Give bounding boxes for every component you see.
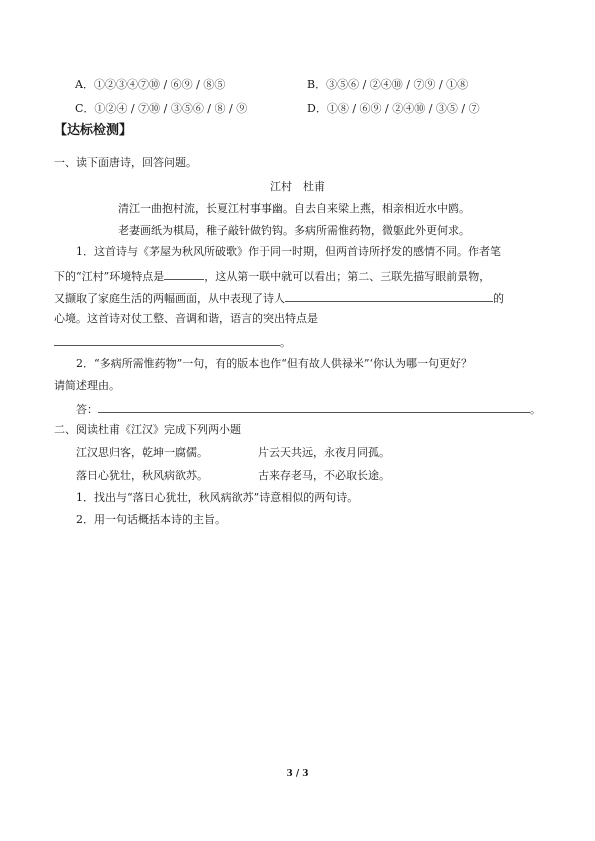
question-1-line-3 (54, 290, 504, 306)
answer-blank[interactable] (98, 401, 530, 413)
answer-label: 答： (76, 403, 98, 416)
question-1-line-2-a: 下的“江村”环境特点是 (54, 270, 165, 283)
question-2-line-2: 请简述理由。 (54, 379, 120, 392)
part1-prompt: 一、读下面唐诗，回答问题。 (54, 156, 197, 169)
poem-line-2: 老妻画纸为棋局，稚子敲针做钓钩。多病所需惟药物，微躯此外更何求。 (118, 224, 470, 237)
answer-end: 。 (530, 403, 541, 416)
question-1-line-5-end: 。 (280, 336, 291, 349)
option-d: D．①⑧ / ⑥⑨ / ②④⑩ / ③⑤ / ⑦ (307, 102, 480, 115)
answer-line (76, 401, 541, 417)
question-1-line-5 (54, 334, 291, 350)
blank-mood[interactable] (285, 290, 493, 302)
question-1-line-4: 心境。这首诗对仗工整、音调和谐，语言的突出特点是 (54, 312, 318, 325)
jianghan-line-1b: 片云天共远，永夜月同孤。 (258, 446, 390, 459)
part2-question-1: 1．找出与“落日心犹壮，秋风病欲苏”诗意相似的两句诗。 (76, 491, 359, 504)
option-b: B．③⑤⑥ / ②④⑩ / ⑦⑨ / ①⑧ (307, 78, 469, 91)
question-1-line-2-b: ，这从第一联中就可以看出；第二、三联先描写眼前景物， (204, 270, 491, 283)
page-number: 3 / 3 (286, 769, 309, 779)
jianghan-line-2a: 落日心犹壮，秋风病欲苏。 (76, 469, 208, 482)
question-1-line-3-b: 的 (493, 292, 504, 305)
jianghan-line-1a: 江汉思归客，乾坤一腐儒。 (76, 446, 208, 459)
question-1-line-3-a: 又撷取了家庭生活的两幅画面，从中表现了诗人 (54, 292, 285, 305)
blank-environment[interactable] (164, 268, 204, 280)
jianghan-line-2b: 古来存老马，不必取长途。 (258, 469, 390, 482)
question-1-line-2 (54, 268, 490, 284)
blank-language-feature[interactable] (54, 334, 280, 346)
question-2-line-1: 2．“多病所需惟药物”一句，有的版本也作“但有故人供禄米”‘你认为哪一句更好？ (76, 357, 472, 370)
option-a: A．①②③④⑦⑩ / ⑥⑨ / ⑧⑤ (75, 78, 226, 91)
part2-question-2: 2．用一句话概括本诗的主旨。 (76, 513, 226, 526)
poem-line-1: 清江一曲抱村流，长夏江村事事幽。自去自来梁上燕，相亲相近水中鸥。 (118, 202, 470, 215)
section-title: 【达标检测】 (54, 123, 133, 138)
option-c: C．①②④ / ⑦⑩ / ③⑤⑥ / ⑧ / ⑨ (75, 102, 248, 115)
poem-title: 江村 杜甫 (270, 180, 325, 193)
part2-prompt: 二、阅读杜甫《江汉》完成下列两小题 (54, 423, 241, 436)
question-1-line-1: 1．这首诗与《茅屋为秋风所破歌》作于同一时期，但两首诗所抒发的感情不同。作者笔 (76, 245, 501, 258)
